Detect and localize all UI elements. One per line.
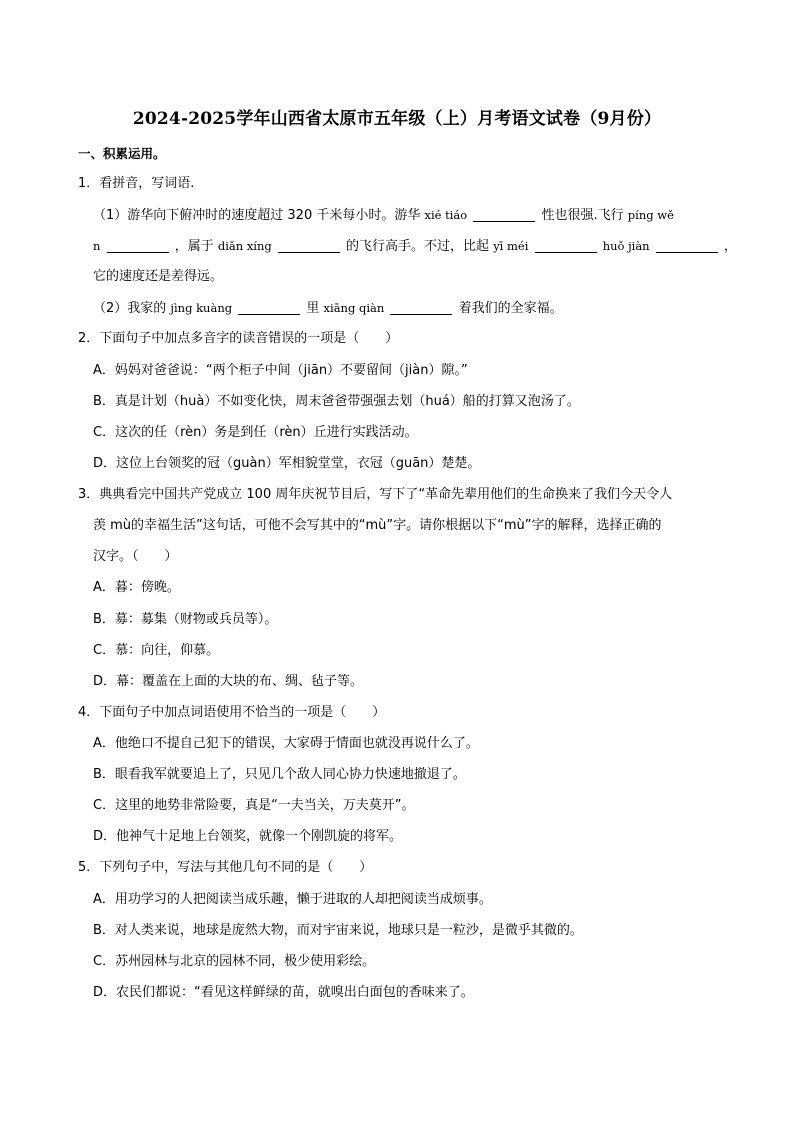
question-3-stem-line-1: 3．典典看完中国共产党成立 100 周年庆祝节目后，写下了“革命先辈用他们的生命换来了我们今天令人	[78, 487, 673, 502]
pinyin: píng wě	[627, 208, 674, 222]
section-heading: 一、积累运用。	[78, 146, 166, 161]
q1-text: （1）游华向下俯冲时的速度超过 320 千米每小时。游华	[93, 208, 421, 223]
pinyin: jìng kuàng	[170, 301, 233, 315]
pinyin: xié tiáo	[424, 208, 468, 222]
question-3-option-a[interactable]: A．暮：傍晚。	[93, 580, 180, 595]
question-3-stem-line-2: 羡 mù的幸福生活”这句话，可他不会写其中的“mù”字。请你根据以下“mù”字的解释，选择正确的	[93, 518, 662, 533]
answer-blank[interactable]	[390, 300, 452, 315]
question-1-part-1-line-1	[93, 205, 674, 226]
q1-text: ，	[723, 239, 737, 254]
answer-blank[interactable]	[473, 207, 535, 222]
question-4-option-d[interactable]: D．他神气十足地上台领奖，就像一个刚凯旋的将军。	[93, 829, 403, 844]
question-5-option-d[interactable]: D．农民们都说：“看见这样鲜绿的苗，就嗅出白面包的香味来了。	[93, 985, 474, 1000]
question-1-part-1-line-2	[93, 236, 737, 257]
question-3-option-b[interactable]: B．募：募集（财物或兵员等）。	[93, 612, 278, 627]
question-3-stem-line-3: 汉字。（ ）	[93, 549, 178, 564]
pinyin: n	[93, 239, 101, 253]
question-3-option-c[interactable]: C．慕：向往，仰慕。	[93, 643, 220, 658]
q1-text: 里	[306, 301, 320, 316]
q1-text: 性也很强.飞行	[541, 208, 624, 223]
question-4-option-a[interactable]: A．他绝口不提自己犯下的错误，大家碍于情面也就没再说什么了。	[93, 736, 479, 751]
question-2-stem: 2．下面句子中加点多音字的读音错误的一项是（ ）	[78, 331, 399, 346]
question-5-option-c[interactable]: C．苏州园林与北京的园林不同，极少使用彩绘。	[93, 954, 376, 969]
answer-blank[interactable]	[107, 238, 169, 253]
question-1-stem: 1．看拼音，写词语.	[78, 176, 195, 191]
answer-blank[interactable]	[238, 300, 300, 315]
question-2-option-a[interactable]: A．妈妈对爸爸说：“两个柜子中间（jiān）不要留间（jiàn）隙。”	[93, 363, 468, 378]
question-5-stem: 5．下列句子中，写法与其他几句不同的是（ ）	[78, 860, 373, 875]
question-2-option-b[interactable]: B．真是计划（huà）不如变化快，周末爸爸带强强去划（huá）船的打算又泡汤了。	[93, 394, 580, 409]
q1-text: 的飞行高手。不过，比起	[346, 239, 490, 254]
pinyin: xiāng qiàn	[323, 301, 385, 315]
question-5-option-a[interactable]: A．用功学习的人把阅读当成乐趣，懒于进取的人却把阅读当成烦事。	[93, 892, 492, 907]
answer-blank[interactable]	[278, 238, 340, 253]
page-title: 2024-2025学年山西省太原市五年级（上）月考语文试卷（9月份）	[132, 109, 662, 129]
question-3-option-d[interactable]: D．幕：覆盖在上面的大块的布、绸、毡子等。	[93, 674, 364, 689]
question-1-part-1-line-3: 它的速度还是差得远。	[93, 269, 224, 284]
pinyin: diǎn xíng	[217, 239, 272, 253]
question-4-option-b[interactable]: B．眼看我军就要追上了，只见几个敌人同心协力快速地撤退了。	[93, 767, 466, 782]
pinyin: yī méi	[493, 239, 529, 253]
pinyin: huǒ jiàn	[602, 239, 650, 253]
question-2-option-d[interactable]: D．这位上台领奖的冠（guàn）军相貌堂堂，衣冠（guān）楚楚。	[93, 456, 481, 471]
question-4-stem: 4．下面句子中加点词语使用不恰当的一项是（ ）	[78, 705, 386, 720]
question-2-option-c[interactable]: C．这次的任（rèn）务是到任（rèn）丘进行实践活动。	[93, 425, 418, 440]
answer-blank[interactable]	[535, 238, 597, 253]
question-1-part-2	[93, 298, 563, 319]
answer-blank[interactable]	[656, 238, 718, 253]
q1-text: （2）我家的	[93, 301, 167, 316]
question-5-option-b[interactable]: B．对人类来说，地球是庞然大物，而对宇宙来说，地球只是一粒沙，是微乎其微的。	[93, 923, 583, 938]
q1-text: ，属于	[174, 239, 214, 254]
q1-text: 着我们的全家福。	[458, 301, 563, 316]
question-4-option-c[interactable]: C．这里的地势非常险要，真是“一夫当关，万夫莫开”。	[93, 798, 415, 813]
